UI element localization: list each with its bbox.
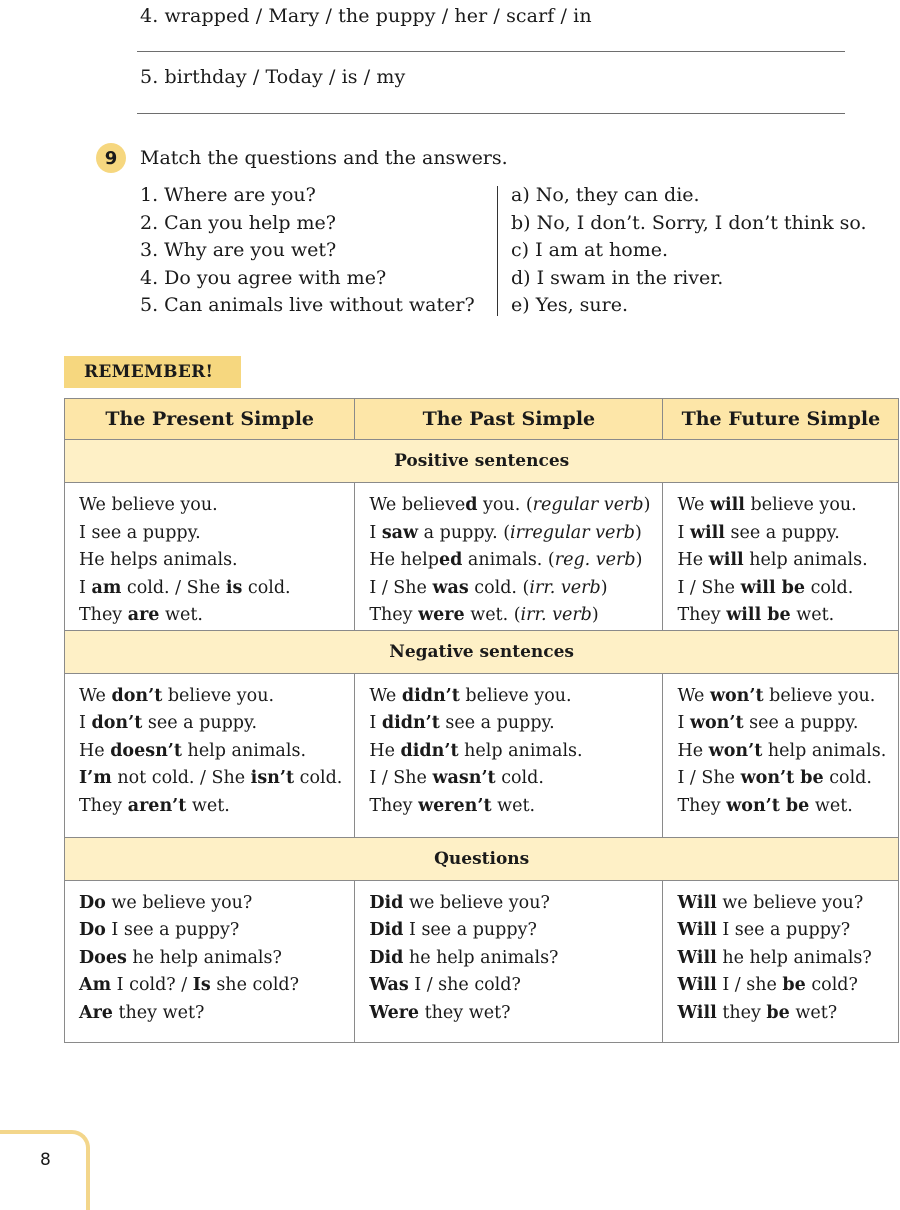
example-sentence: We will believe you.: [677, 495, 857, 515]
example-sentence: We won’t believe you.: [677, 685, 876, 706]
question-item: 2. Can you help me?: [140, 211, 336, 234]
header-future-simple: The Future Simple: [663, 399, 899, 440]
example-sentence: Are they wet?: [79, 1002, 205, 1023]
example-sentence: Will he help animals?: [677, 947, 872, 968]
table-cell: [355, 880, 663, 1042]
grammar-table: [64, 398, 899, 1043]
example-sentence: He helps animals.: [79, 550, 238, 570]
example-sentence: We didn’t believe you.: [369, 685, 572, 706]
example-sentence: Will they be wet?: [677, 1002, 838, 1023]
table-cell: [65, 673, 355, 837]
answer-list: [511, 182, 867, 320]
example-sentence: I don’t see a puppy.: [79, 713, 258, 733]
answer-line-4: [137, 51, 845, 52]
example-sentence: Did we believe you?: [369, 892, 550, 913]
example-sentence: Was I / she cold?: [369, 975, 521, 995]
example-sentence: We believed you. (regular verb): [369, 495, 651, 515]
example-sentence: They won’t be wet.: [677, 795, 853, 816]
unscramble-item-4: 4. wrapped / Mary / the puppy / her / scarf / in: [140, 5, 592, 27]
unscramble-item-5: 5. birthday / Today / is / my: [140, 66, 406, 88]
example-sentence: They aren’t wet.: [79, 795, 230, 816]
example-sentence: Do we believe you?: [79, 892, 253, 913]
match-divider: [497, 186, 498, 316]
example-sentence: He didn’t help animals.: [369, 740, 583, 761]
answer-item: e) Yes, sure.: [511, 294, 629, 316]
section-row-questions: [65, 837, 899, 880]
table-cell: [663, 483, 899, 631]
table-cell: [65, 483, 355, 631]
example-sentence: I’m not cold. / She isn’t cold.: [79, 768, 343, 788]
section-row-positive: [65, 440, 899, 483]
table-cell: [663, 673, 899, 837]
example-sentence: Does he help animals?: [79, 947, 282, 968]
example-sentence: We don’t believe you.: [79, 685, 275, 706]
section-title: Negative sentences: [65, 630, 899, 673]
table-cell: [663, 880, 899, 1042]
example-sentence: I am cold. / She is cold.: [79, 577, 291, 598]
example-sentence: He won’t help animals.: [677, 740, 887, 761]
example-sentence: They were wet. (irr. verb): [369, 605, 599, 625]
page-corner-decoration: [0, 1130, 90, 1210]
example-sentence: They are wet.: [79, 605, 203, 625]
table-row: [65, 483, 899, 631]
question-item: 3. Why are you wet?: [140, 239, 337, 261]
question-item: 1. Where are you?: [140, 184, 316, 206]
table-cell: [65, 880, 355, 1042]
example-sentence: Will I see a puppy?: [677, 920, 851, 940]
question-list: [140, 182, 475, 320]
example-sentence: He doesn’t help animals.: [79, 740, 307, 761]
answer-item: c) I am at home.: [511, 239, 669, 261]
example-sentence: He will help animals.: [677, 550, 868, 570]
example-sentence: I didn’t see a puppy.: [369, 713, 555, 733]
exercise-number-badge: 9: [96, 143, 126, 173]
table-cell: [355, 673, 663, 837]
section-title: Positive sentences: [65, 440, 899, 483]
example-sentence: They will be wet.: [677, 605, 835, 625]
example-sentence: I won’t see a puppy.: [677, 713, 859, 733]
section-row-negative: [65, 630, 899, 673]
example-sentence: We believe you.: [79, 495, 218, 515]
example-sentence: Did I see a puppy?: [369, 920, 537, 940]
remember-label: REMEMBER!: [64, 356, 241, 388]
answer-item: b) No, I don’t. Sorry, I don’t think so.: [511, 211, 867, 234]
page-number: 8: [40, 1150, 51, 1170]
example-sentence: He helped animals. (reg. verb): [369, 550, 643, 570]
example-sentence: I saw a puppy. (irregular verb): [369, 522, 642, 543]
example-sentence: Will I / she be cold?: [677, 975, 858, 995]
example-sentence: I / She was cold. (irr. verb): [369, 577, 608, 598]
table-header-row: [65, 399, 899, 440]
example-sentence: They weren’t wet.: [369, 795, 536, 816]
answer-item: d) I swam in the river.: [511, 266, 724, 289]
section-title: Questions: [65, 837, 899, 880]
example-sentence: Did he help animals?: [369, 947, 559, 968]
header-present-simple: The Present Simple: [65, 399, 355, 440]
example-sentence: I see a puppy.: [79, 522, 201, 543]
example-sentence: Am I cold? / Is she cold?: [79, 975, 300, 995]
example-sentence: Were they wet?: [369, 1002, 511, 1023]
question-item: 5. Can animals live without water?: [140, 294, 475, 316]
example-sentence: I / She will be cold.: [677, 577, 854, 598]
exercise-instruction: Match the questions and the answers.: [140, 147, 508, 169]
table-cell: [355, 483, 663, 631]
table-row: [65, 880, 899, 1042]
question-item: 4. Do you agree with me?: [140, 266, 387, 289]
answer-line-5: [137, 113, 845, 114]
answer-item: a) No, they can die.: [511, 184, 700, 206]
example-sentence: Do I see a puppy?: [79, 920, 240, 940]
example-sentence: Will we believe you?: [677, 892, 864, 913]
example-sentence: I / She won’t be cold.: [677, 768, 872, 788]
example-sentence: I will see a puppy.: [677, 522, 840, 543]
example-sentence: I / She wasn’t cold.: [369, 768, 544, 788]
table-row: [65, 673, 899, 837]
header-past-simple: The Past Simple: [355, 399, 663, 440]
